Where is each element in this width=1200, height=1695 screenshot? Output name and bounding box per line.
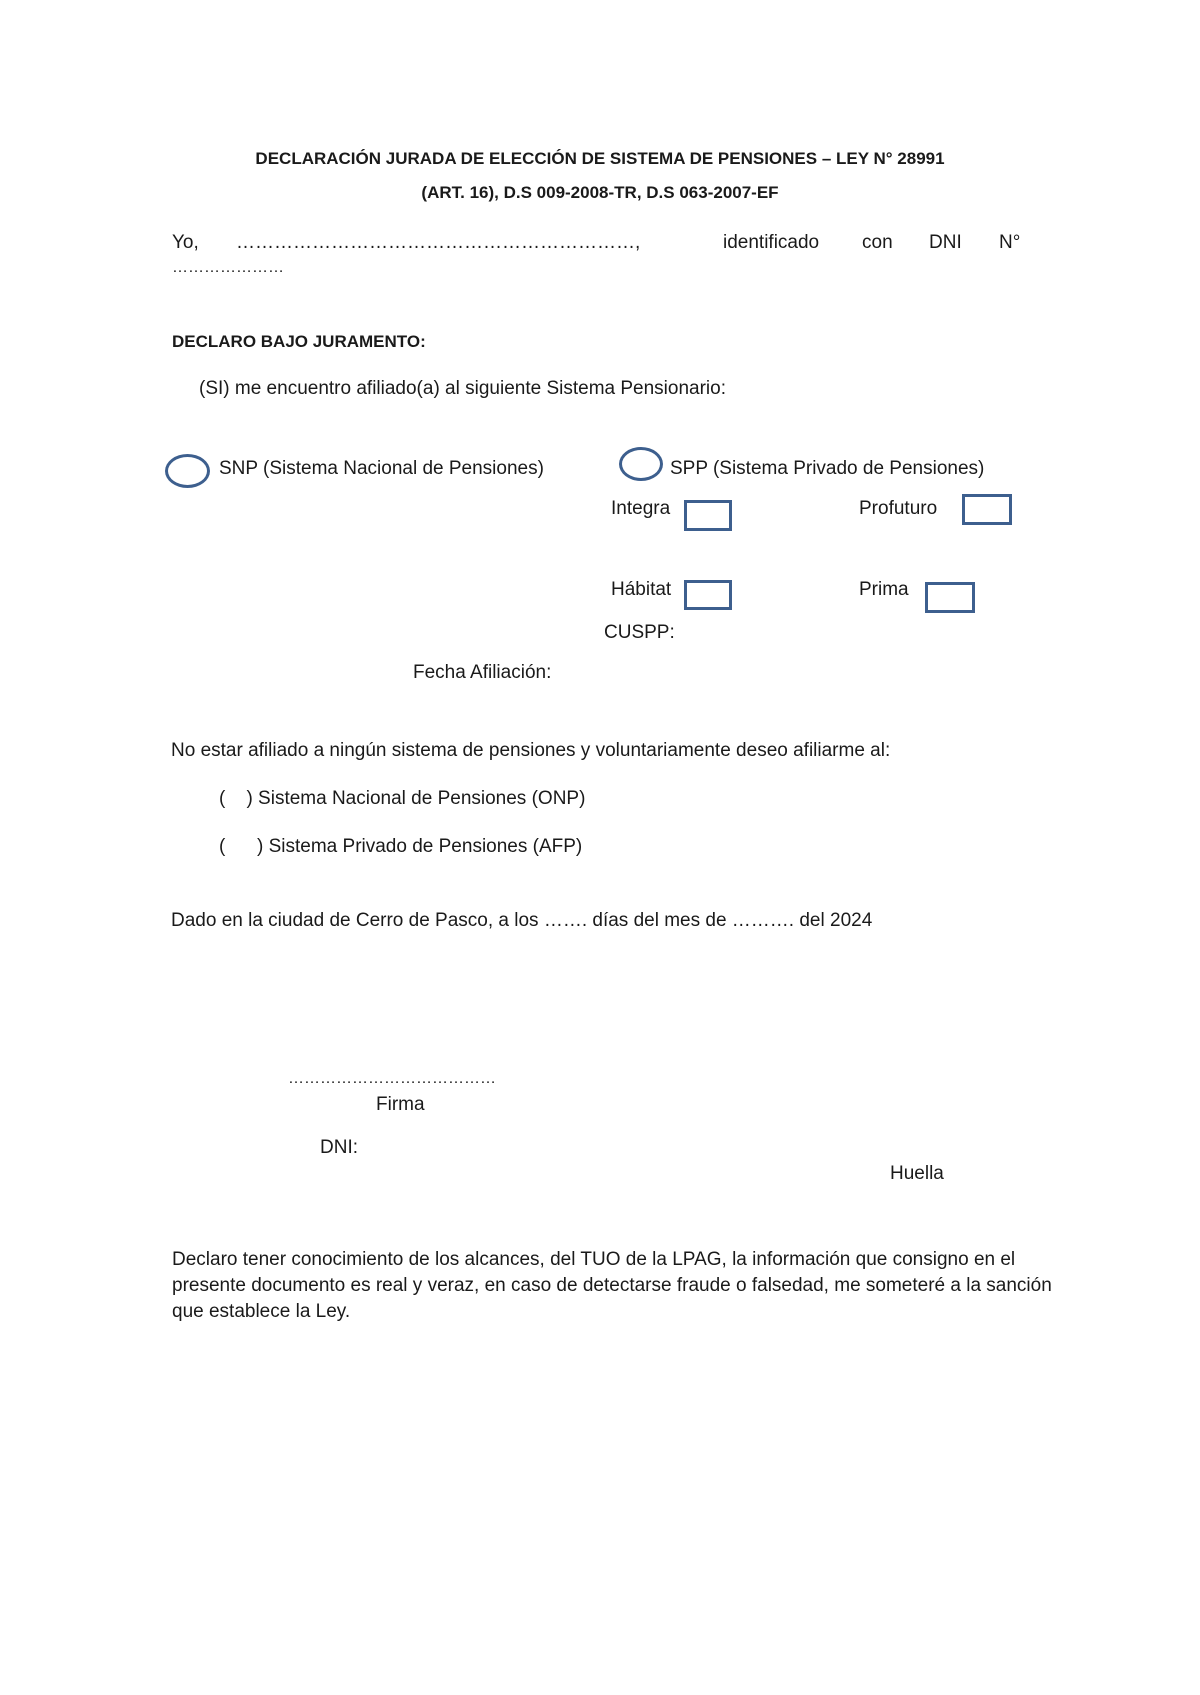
cuspp-label: CUSPP: — [604, 622, 675, 643]
afp-option-profuturo-checkbox[interactable] — [962, 494, 1012, 525]
signature-firma-label: Firma — [376, 1094, 425, 1115]
numero-label: N° — [999, 232, 1021, 253]
spp-label: SPP (Sistema Privado de Pensiones) — [670, 458, 985, 479]
afp-option-habitat-checkbox[interactable] — [684, 580, 732, 610]
name-blank: ………………………………………………………, — [236, 232, 641, 253]
date-line: Dado en la ciudad de Cerro de Pasco, a los ……. días del mes de ………. del 2024 — [171, 910, 873, 931]
signature-dni-label: DNI: — [320, 1137, 358, 1158]
document-title-line-1: DECLARACIÓN JURADA DE ELECCIÓN DE SISTEMA DE PENSIONES – LEY N° 28991 — [255, 149, 945, 168]
option-onp[interactable]: ( ) Sistema Nacional de Pensiones (ONP) — [219, 788, 586, 809]
identificado-label: identificado — [723, 232, 820, 253]
afp-option-integra-checkbox[interactable] — [684, 500, 732, 531]
afp-option-profuturo-label: Profuturo — [859, 498, 938, 519]
spp-option-oval[interactable] — [619, 447, 663, 481]
afp-option-prima-label: Prima — [859, 579, 909, 600]
snp-option-oval[interactable] — [165, 454, 210, 488]
option-afp[interactable]: ( ) Sistema Privado de Pensiones (AFP) — [219, 836, 583, 857]
signature-line: ………………………………… — [288, 1070, 496, 1087]
legal-disclaimer: Declaro tener conocimiento de los alcances, del TUO de la LPAG, la información que consigno en el presente documento es real y veraz, en caso de detectarse fraude o falsedad, me someteré a la sanción que establece la Ley. — [172, 1249, 1052, 1322]
fecha-afiliacion-label: Fecha Afiliación: — [413, 662, 552, 683]
afp-option-prima-checkbox[interactable] — [925, 582, 975, 613]
afp-option-habitat-label: Hábitat — [611, 579, 672, 600]
voluntary-intro: No estar afiliado a ningún sistema de pensiones y voluntariamente deseo afiliarme al: — [171, 740, 891, 761]
declaration-heading: DECLARO BAJO JURAMENTO: — [172, 332, 426, 351]
document-title-line-2: (ART. 16), D.S 009-2008-TR, D.S 063-2007-EF — [421, 183, 779, 202]
con-label: con — [862, 232, 893, 253]
yo-label: Yo, — [172, 232, 199, 253]
dni-blank: ………………… — [172, 259, 284, 276]
afp-option-integra-label: Integra — [611, 498, 671, 519]
snp-label: SNP (Sistema Nacional de Pensiones) — [219, 458, 544, 479]
fingerprint-huella-label: Huella — [890, 1163, 944, 1184]
affiliated-statement: (SI) me encuentro afiliado(a) al siguiente Sistema Pensionario: — [199, 378, 726, 399]
dni-label: DNI — [929, 232, 962, 253]
